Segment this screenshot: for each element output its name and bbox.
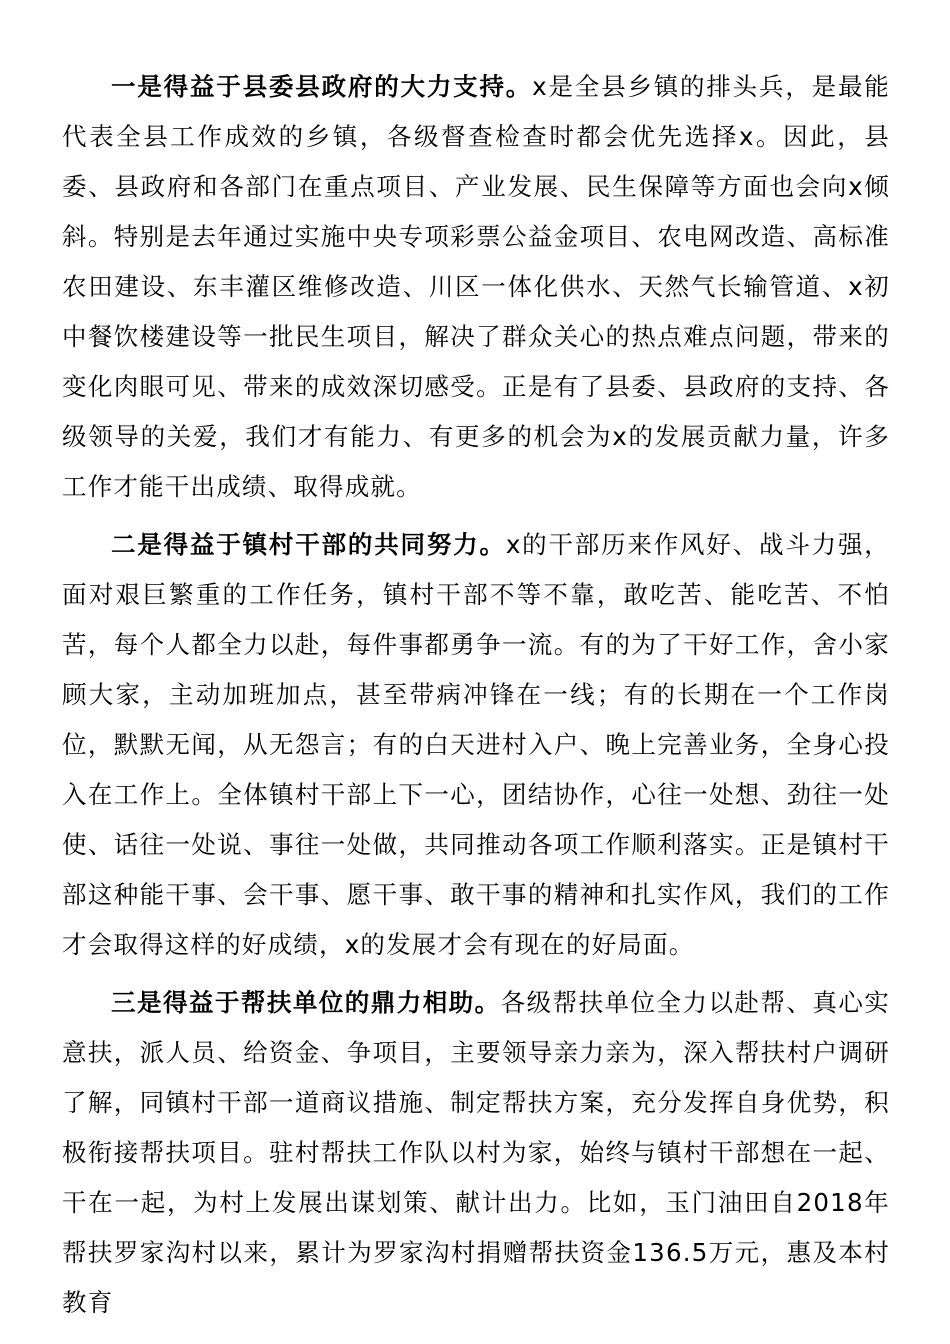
paragraph-lead: 一是得益于县委县政府的大力支持。 (111, 72, 533, 101)
paragraph-lead: 三是得益于帮扶单位的鼎力相助。 (111, 988, 501, 1017)
paragraph-assistance-units (62, 978, 890, 1328)
paragraph-county-support (62, 62, 890, 512)
paragraph-lead: 二是得益于镇村干部的共同努力。 (111, 530, 506, 559)
paragraph-body: x的干部历来作风好、战斗力强，面对艰巨繁重的工作任务，镇村干部不等不靠，敢吃苦、能吃苦、不怕苦，每个人都全力以赴，每件事都勇争一流。有的为了干好工作，舍小家顾大家，主动加班加点，甚至带病冲锋在一线；有的长期在一个工作岗位，默默无闻，从无怨言；有的白天进村入户、晚上完善业务，全身心投入在工作上。全体镇村干部上下一心，团结协作，心往一处想、劲往一处使、话往一处说、事往一处做，共同推动各项工作顺利落实。正是镇村干部这种能干事、会干事、愿干事、敢干事的精神和扎实作风，我们的工作才会取得这样的好成绩，x的发展才会有现在的好局面。 (62, 530, 890, 959)
document-page (62, 62, 890, 1336)
paragraph-body: 各级帮扶单位全力以赴帮、真心实意扶，派人员、给资金、争项目，主要领导亲力亲为，深入帮扶村户调研了解，同镇村干部一道商议措施、制定帮扶方案，充分发挥自身优势，积极衔接帮扶项目。驻村帮扶工作队以村为家，始终与镇村干部想在一起、干在一起，为村上发展出谋划策、献计出力。比如，玉门油田自2018年帮扶罗家沟村以来，累计为罗家沟村捐赠帮扶资金136.5万元，惠及本村教育 (62, 988, 891, 1317)
paragraph-cadre-effort (62, 520, 890, 970)
paragraph-body: x是全县乡镇的排头兵，是最能代表全县工作成效的乡镇，各级督查检查时都会优先选择x。因此，县委、县政府和各部门在重点项目、产业发展、民生保障等方面也会向x倾斜。特别是去年通过实施中央专项彩票公益金项目、农电网改造、高标准农田建设、东丰灌区维修改造、川区一体化供水、天然气长输管道、x初中餐饮楼建设等一批民生项目，解决了群众关心的热点难点问题，带来的变化肉眼可见、带来的成效深切感受。正是有了县委、县政府的支持、各级领导的关爱，我们才有能力、有更多的机会为x的发展贡献力量，许多工作才能干出成绩、取得成就。 (62, 72, 890, 501)
